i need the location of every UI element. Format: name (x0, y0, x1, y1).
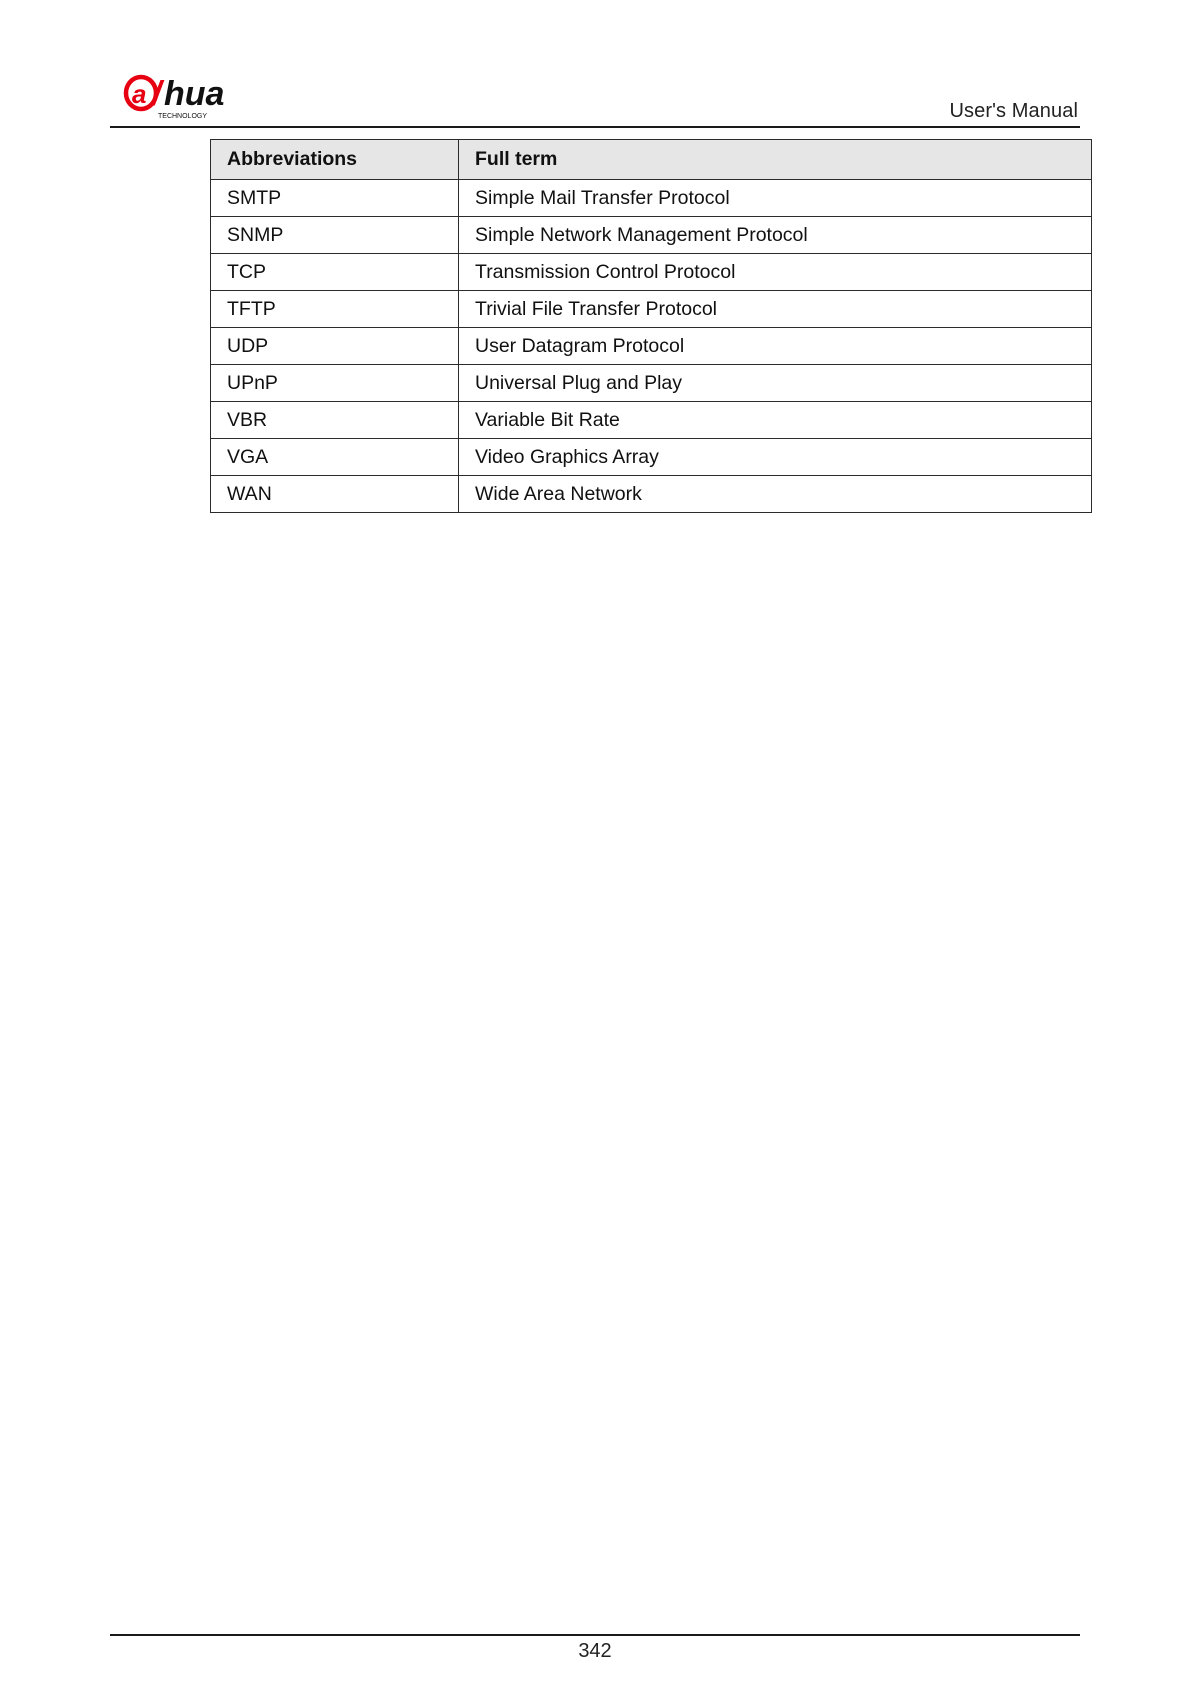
column-header-abbreviations: Abbreviations (211, 140, 459, 180)
table-row (211, 180, 1092, 217)
table-row (211, 476, 1092, 513)
abbreviation-cell: UDP (211, 328, 459, 365)
full-term-cell: Video Graphics Array (459, 439, 1092, 476)
full-term-cell: Trivial File Transfer Protocol (459, 291, 1092, 328)
logo-subtext: TECHNOLOGY (158, 113, 208, 120)
abbreviation-cell: TCP (211, 254, 459, 291)
full-term-cell: Variable Bit Rate (459, 402, 1092, 439)
full-term-cell: Transmission Control Protocol (459, 254, 1092, 291)
page-footer (110, 1634, 1080, 1662)
abbreviation-cell: SNMP (211, 217, 459, 254)
dahua-logo-mark (122, 72, 262, 122)
full-term-cell: Simple Mail Transfer Protocol (459, 180, 1092, 217)
table-row (211, 254, 1092, 291)
abbreviation-cell: VBR (211, 402, 459, 439)
table-header-row (211, 140, 1092, 180)
abbreviation-cell: SMTP (211, 180, 459, 217)
table-row (211, 217, 1092, 254)
page-number: 342 (578, 1640, 612, 1662)
manual-title: User's Manual (949, 100, 1078, 122)
abbreviation-cell: VGA (211, 439, 459, 476)
table-row (211, 328, 1092, 365)
abbreviation-cell: TFTP (211, 291, 459, 328)
svg-text:a: a (132, 79, 147, 109)
column-header-full-term: Full term (459, 140, 1092, 180)
svg-text:/: / (152, 75, 162, 113)
table-row (211, 291, 1092, 328)
page-header (110, 70, 1080, 128)
abbreviation-cell: WAN (211, 476, 459, 513)
full-term-cell: Universal Plug and Play (459, 365, 1092, 402)
table-row (211, 402, 1092, 439)
full-term-cell: User Datagram Protocol (459, 328, 1092, 365)
table-row (211, 365, 1092, 402)
full-term-cell: Wide Area Network (459, 476, 1092, 513)
abbreviation-cell: UPnP (211, 365, 459, 402)
dahua-logo (122, 72, 262, 122)
abbreviations-table (210, 139, 1092, 513)
svg-text:hua: hua (164, 75, 225, 113)
table-row (211, 439, 1092, 476)
full-term-cell: Simple Network Management Protocol (459, 217, 1092, 254)
